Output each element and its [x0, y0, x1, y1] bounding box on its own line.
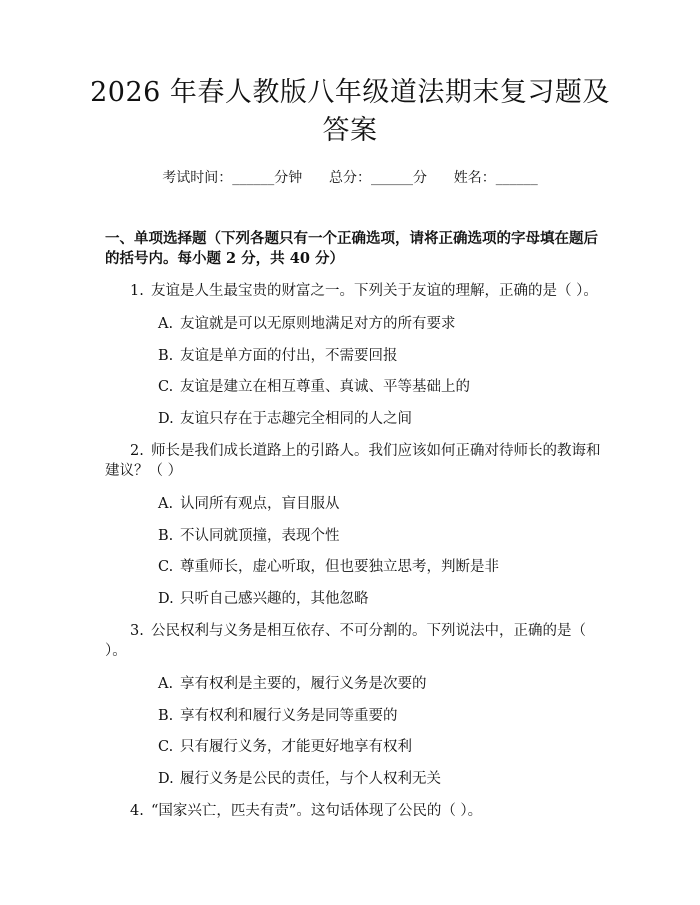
option-letter: A.: [158, 676, 174, 692]
option-letter: D.: [158, 771, 174, 787]
question-3-option-d: [158, 769, 598, 789]
question-3-option-a: [158, 674, 598, 694]
question-2-option-d: [158, 589, 598, 609]
question-3-option-b: [158, 706, 598, 726]
option-letter: A.: [158, 496, 174, 512]
question-3-option-c: [158, 737, 598, 757]
option-text: 不认同就顶撞，表现个性: [180, 528, 340, 544]
option-letter: B.: [158, 348, 174, 364]
exam-info-line: 考试时间：______分钟 总分：______分 姓名：______: [162, 170, 538, 186]
option-text: 友谊只存在于志趣完全相同的人之间: [180, 411, 412, 427]
question-1-option-c: [158, 377, 598, 397]
option-letter: B.: [158, 528, 174, 544]
question-number: 4.: [130, 803, 144, 819]
question-stem: 公民权利与义务是相互依存、不可分割的。下列说法中，正确的是（ ）。: [105, 623, 586, 659]
option-letter: D.: [158, 591, 174, 607]
option-text: 友谊就是可以无原则地满足对方的所有要求: [180, 316, 456, 332]
option-text: 只有履行义务，才能更好地享有权利: [180, 739, 412, 755]
question-4: [105, 801, 605, 821]
question-1-option-b: [158, 346, 598, 366]
option-letter: C.: [158, 379, 174, 395]
option-text: 履行义务是公民的责任，与个人权利无关: [180, 771, 441, 787]
question-1-option-a: [158, 314, 598, 334]
question-stem: “国家兴亡，匹夫有责”。这句话体现了公民的（ ）。: [151, 803, 483, 819]
document-title: 2026 年春人教版八年级道法期末复习题及答案: [90, 77, 610, 146]
question-number: 1.: [130, 283, 144, 299]
question-stem: 师长是我们成长道路上的引路人。我们应该如何正确对待师长的教诲和建议？（ ）: [105, 443, 601, 479]
question-1: [105, 281, 605, 301]
option-letter: C.: [158, 559, 174, 575]
question-1-option-d: [158, 409, 598, 429]
option-text: 享有权利和履行义务是同等重要的: [180, 708, 398, 724]
question-stem: 友谊是人生最宝贵的财富之一。下列关于友谊的理解，正确的是（ ）。: [151, 283, 598, 299]
option-text: 享有权利是主要的，履行义务是次要的: [180, 676, 427, 692]
question-2-option-c: [158, 557, 598, 577]
option-text: 友谊是单方面的付出，不需要回报: [180, 348, 398, 364]
question-number: 3.: [130, 623, 144, 639]
option-text: 只听自己感兴趣的，其他忽略: [180, 591, 369, 607]
option-letter: D.: [158, 411, 174, 427]
option-letter: A.: [158, 316, 174, 332]
option-text: 尊重师长，虚心听取，但也要独立思考，判断是非: [180, 559, 499, 575]
question-3: [105, 621, 605, 661]
option-text: 认同所有观点，盲目服从: [180, 496, 340, 512]
option-letter: B.: [158, 708, 174, 724]
section-heading: 一、单项选择题（下列各题只有一个正确选项，请将正确选项的字母填在题后的括号内。每小题 2 分，共 40 分）: [105, 230, 598, 267]
question-2-option-b: [158, 526, 598, 546]
question-number: 2.: [130, 443, 144, 459]
question-2-option-a: [158, 494, 598, 514]
option-letter: C.: [158, 739, 174, 755]
question-2: [105, 441, 605, 481]
option-text: 友谊是建立在相互尊重、真诚、平等基础上的: [180, 379, 470, 395]
